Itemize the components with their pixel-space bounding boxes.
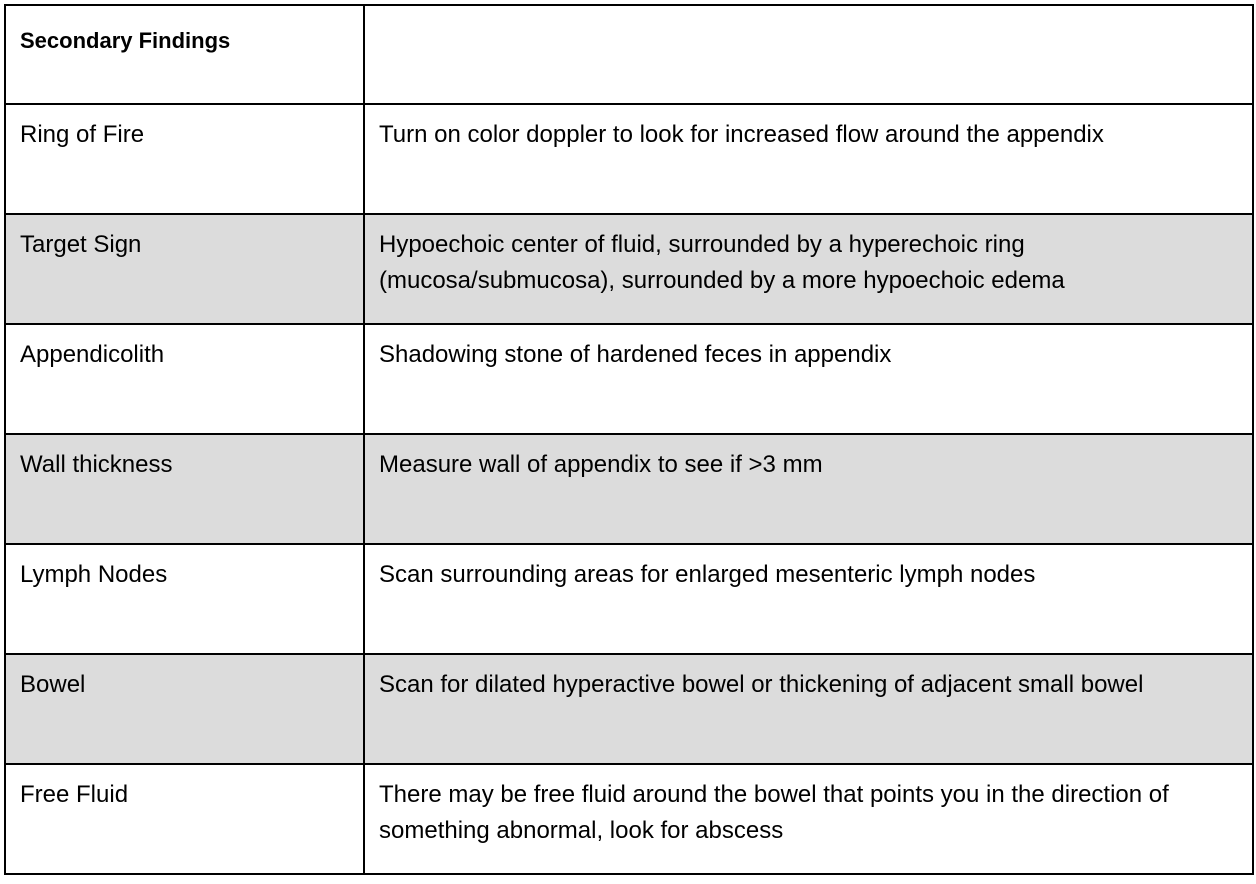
secondary-findings-table xyxy=(4,4,1254,875)
table-row-target-sign xyxy=(5,214,1253,324)
finding-term: Target Sign xyxy=(5,214,364,324)
finding-description: Scan surrounding areas for enlarged mesenteric lymph nodes xyxy=(364,544,1253,654)
finding-term: Appendicolith xyxy=(5,324,364,434)
table-row-ring-of-fire xyxy=(5,104,1253,214)
finding-description: Measure wall of appendix to see if >3 mm xyxy=(364,434,1253,544)
finding-description: Scan for dilated hyperactive bowel or thickening of adjacent small bowel xyxy=(364,654,1253,764)
finding-term: Bowel xyxy=(5,654,364,764)
table-row-wall-thickness xyxy=(5,434,1253,544)
table-row-appendicolith xyxy=(5,324,1253,434)
finding-term: Lymph Nodes xyxy=(5,544,364,654)
finding-term: Wall thickness xyxy=(5,434,364,544)
table-row-free-fluid xyxy=(5,764,1253,874)
finding-term: Free Fluid xyxy=(5,764,364,874)
table-row-bowel xyxy=(5,654,1253,764)
finding-term: Ring of Fire xyxy=(5,104,364,214)
finding-description: Hypoechoic center of fluid, surrounded by a hyperechoic ring (mucosa/submucosa), surrounded by a more hypoechoic edema xyxy=(364,214,1253,324)
header-description xyxy=(364,5,1253,104)
finding-description: There may be free fluid around the bowel that points you in the direction of something abnormal, look for abscess xyxy=(364,764,1253,874)
table-header-row xyxy=(5,5,1253,104)
finding-description: Shadowing stone of hardened feces in appendix xyxy=(364,324,1253,434)
header-title: Secondary Findings xyxy=(5,5,364,104)
table-row-lymph-nodes xyxy=(5,544,1253,654)
finding-description: Turn on color doppler to look for increased flow around the appendix xyxy=(364,104,1253,214)
